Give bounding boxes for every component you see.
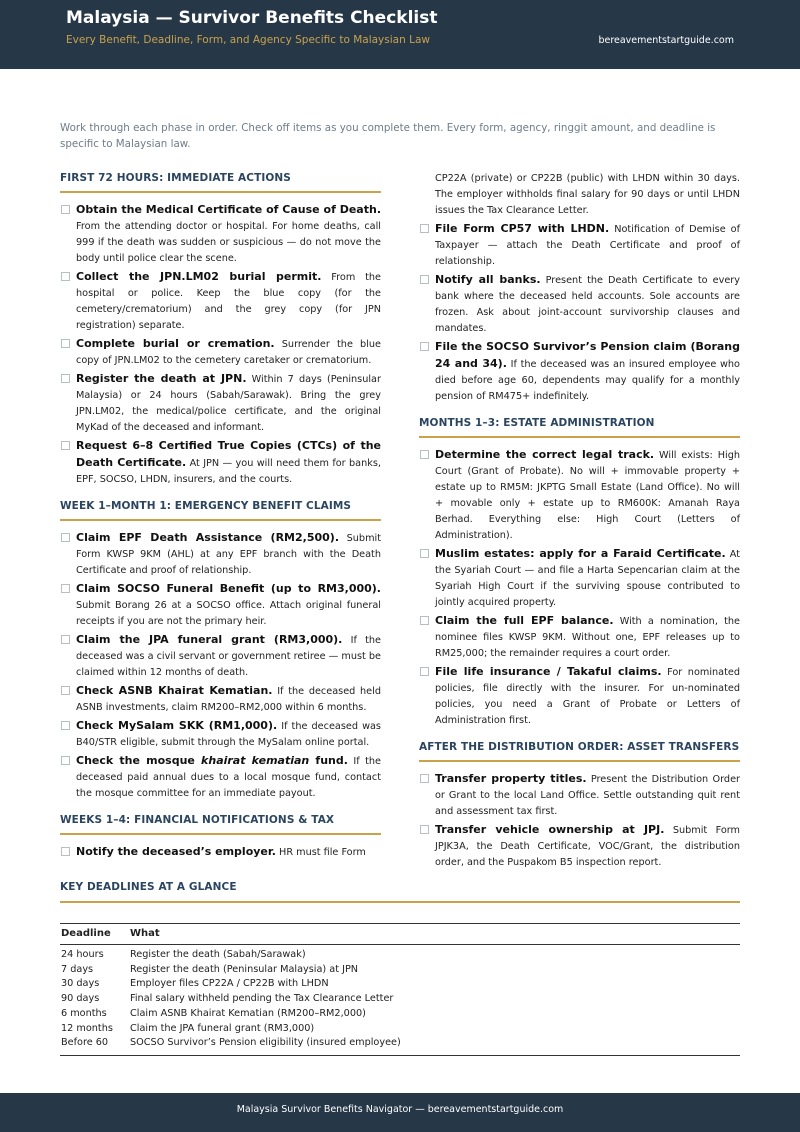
item-body: If the deceased was a civil servant or government retiree — must be claimed within 12 months of death. xyxy=(76,635,381,678)
what-cell: Final salary withheld pending the Tax Clearance Letter xyxy=(130,993,394,1005)
checklist-item xyxy=(60,336,381,369)
checkbox[interactable] xyxy=(61,635,70,644)
checkbox[interactable] xyxy=(61,533,70,542)
checklist-item xyxy=(60,753,381,802)
checklist-item xyxy=(419,221,740,270)
item-title: Check MySalam SKK (RM1,000). xyxy=(76,719,278,732)
section-title: MONTHS 1–3: ESTATE ADMINISTRATION xyxy=(419,416,740,438)
footer-text: Malaysia Survivor Benefits Navigator — bereavementstartguide.com xyxy=(236,1104,564,1115)
checkbox[interactable] xyxy=(420,224,429,233)
item-body: Present the Distribution Order or Grant to the local Land Office. Settle outstanding quit rent and assessment tax first. xyxy=(435,774,741,817)
table-row xyxy=(60,992,740,1007)
item-body: Within 7 days (Peninsular Malaysia) or 24 hours (Sabah/Sarawak). Bring the grey JPN.LM02, the medical/police certificate, and the original MyKad of the deceased and informant. xyxy=(76,374,381,433)
item-body: With a nomination, the nominee files KWSP 9KM. Without one, EPF releases up to RM25,000; the remainder requires a court order. xyxy=(435,616,740,659)
item-title: Register the death at JPN. xyxy=(76,372,247,385)
page-title: Malaysia — Survivor Benefits Checklist xyxy=(66,8,438,28)
item-title: Notify the deceased’s employer. xyxy=(76,845,276,858)
checkbox[interactable] xyxy=(61,339,70,348)
item-title-emphasis: khairat kematian xyxy=(201,754,310,767)
checklist-item xyxy=(60,581,381,630)
item-body: At JPN — you will need them for banks, EPF, SOCSO, LHDN, insurers, and the courts. xyxy=(76,458,381,485)
checkbox[interactable] xyxy=(420,275,429,284)
item-title-part: fund. xyxy=(309,754,348,767)
table-row xyxy=(60,945,740,963)
deadlines-table xyxy=(60,923,740,1056)
checkbox[interactable] xyxy=(420,549,429,558)
item-body: If the deceased paid annual dues to a local mosque fund, contact the mosque committee for an immediate payout. xyxy=(76,756,381,799)
item-title: Obtain the Medical Certificate of Cause of Death. xyxy=(76,203,381,216)
table-row xyxy=(60,1007,740,1022)
key-deadlines xyxy=(60,880,740,1056)
item-title: Claim EPF Death Assistance (RM2,500). xyxy=(76,531,339,544)
checkbox[interactable] xyxy=(420,667,429,676)
item-title: File Form CP57 with LHDN. xyxy=(435,222,610,235)
checkbox[interactable] xyxy=(61,584,70,593)
checkbox[interactable] xyxy=(61,847,70,856)
item-title: Request 6–8 Certified True Copies (CTCs) of the Death Certificate. xyxy=(76,439,381,469)
checklist-item xyxy=(419,664,740,729)
checklist-item xyxy=(60,718,381,751)
item-body: Will exists: High Court (Grant of Probate). No will + immovable property + estate up to RM5M: JKPTG Small Estate (Land Office). No will + movable only + estate up to RM600K: Amanah Raya Berhad. Everything else: High Court (Letters of Administration). xyxy=(435,450,740,541)
section-title: WEEK 1–MONTH 1: EMERGENCY BENEFIT CLAIMS xyxy=(60,499,381,521)
item-body: Notification of Demise of Taxpayer — attach the Death Certificate and proof of relationship. xyxy=(435,224,740,267)
section-title: KEY DEADLINES AT A GLANCE xyxy=(60,880,740,903)
item-body: From the attending doctor or hospital. For home deaths, call 999 if the death was sudden or suspicious — do not move the body until police clear the scene. xyxy=(76,221,381,264)
item-body: Submit Borang 26 at a SOCSO office. Attach original funeral receipts if you are not the primary heir. xyxy=(76,600,381,627)
checkbox[interactable] xyxy=(61,686,70,695)
item-title: File life insurance / Takaful claims. xyxy=(435,665,662,678)
column-header: Deadline xyxy=(60,924,129,945)
item-title: Muslim estates: apply for a Faraid Certificate. xyxy=(435,547,726,560)
section-title: WEEKS 1–4: FINANCIAL NOTIFICATIONS & TAX xyxy=(60,813,381,835)
page-footer xyxy=(0,1093,800,1132)
checkbox[interactable] xyxy=(61,441,70,450)
item-title: File the SOCSO Survivor’s Pension claim (Borang 24 and 34). xyxy=(435,340,740,370)
what-cell: Claim the JPA funeral grant (RM3,000) xyxy=(130,1022,315,1034)
item-title: Claim the JPA funeral grant (RM3,000). xyxy=(76,633,343,646)
deadline-cell: Before 60 xyxy=(61,1037,109,1049)
checkbox[interactable] xyxy=(61,721,70,730)
item-body: HR must file Form xyxy=(279,847,366,858)
section-title: AFTER THE DISTRIBUTION ORDER: ASSET TRANSFERS xyxy=(419,740,740,762)
item-title: Complete burial or cremation. xyxy=(76,337,275,350)
checklist-item xyxy=(60,632,381,681)
what-cell: Register the death (Sabah/Sarawak) xyxy=(130,949,306,960)
checkbox[interactable] xyxy=(420,616,429,625)
checklist-item xyxy=(419,339,740,405)
checkbox[interactable] xyxy=(420,825,429,834)
item-title: Claim the full EPF balance. xyxy=(435,614,614,627)
table-row xyxy=(60,963,740,978)
what-cell: Employer files CP22A / CP22B with LHDN xyxy=(130,978,329,990)
deadline-cell: 6 months xyxy=(61,1007,107,1019)
checkbox[interactable] xyxy=(61,272,70,281)
item-body: From the hospital or police. Keep the blue copy (for the cemetery/crematorium) and the grey copy (for JPN registration) separate. xyxy=(76,272,381,331)
checklist-item xyxy=(60,371,381,436)
item-title: Determine the correct legal track. xyxy=(435,448,655,461)
checkbox[interactable] xyxy=(61,374,70,383)
checklist-item xyxy=(60,269,381,334)
page-subtitle: Every Benefit, Deadline, Form, and Agency Specific to Malaysian Law xyxy=(66,34,430,46)
checklist-item xyxy=(419,447,740,544)
what-cell: Claim ASNB Khairat Kematian (RM200–RM2,000) xyxy=(130,1007,366,1019)
checkbox[interactable] xyxy=(420,774,429,783)
checklist-item xyxy=(60,683,381,716)
item-body: At the Syariah Court — and file a Harta Sepencarian claim at the Syariah High Court if the surviving spouse contributed to jointly acquired property. xyxy=(435,549,740,608)
item-body: Surrender the blue copy of JPN.LM02 to the cemetery caretaker or crematorium. xyxy=(76,339,381,366)
item-body-continued: CP22A (private) or CP22B (public) with LHDN within 30 days. The employer withholds final salary for 90 days or until LHDN issues the Tax Clearance Letter. xyxy=(435,173,740,216)
item-body: Submit Form KWSP 9KM (AHL) at any EPF branch with the Death Certificate and proof of relationship. xyxy=(76,533,381,576)
checklist-item xyxy=(419,613,740,662)
checkbox[interactable] xyxy=(61,756,70,765)
column-header: What xyxy=(129,924,740,945)
checklist-item xyxy=(60,530,381,579)
checklist-item xyxy=(419,546,740,611)
deadline-cell: 30 days xyxy=(61,978,100,990)
table-row xyxy=(60,1022,740,1037)
site-name: bereavementstartguide.com xyxy=(598,35,734,46)
checkbox[interactable] xyxy=(61,205,70,214)
item-title: Notify all banks. xyxy=(435,273,541,286)
section-title: FIRST 72 HOURS: IMMEDIATE ACTIONS xyxy=(60,171,381,193)
item-title-part: Check the mosque xyxy=(76,754,202,767)
checklist-item xyxy=(60,844,381,861)
what-cell: SOCSO Survivor’s Pension eligibility (insured employee) xyxy=(130,1037,401,1049)
item-body: For nominated policies, file directly with the insurer. For un-nominated policies, you need a Grant of Probate or Letters of Administration first. xyxy=(435,667,740,726)
checkbox[interactable] xyxy=(420,450,429,459)
what-cell: Register the death (Peninsular Malaysia) at JPN xyxy=(130,963,359,975)
item-title: Check ASNB Khairat Kematian. xyxy=(76,684,273,697)
item-title xyxy=(76,754,348,767)
checklist-item xyxy=(419,771,740,820)
item-title: Collect the JPN.LM02 burial permit. xyxy=(76,270,322,283)
item-title: Claim SOCSO Funeral Benefit (up to RM3,000). xyxy=(76,582,381,595)
item-body: Submit Form JPJK3A, the Death Certificate, VOC/Grant, the distribution order, and the Puspakom B5 inspection report. xyxy=(435,825,740,868)
page-header xyxy=(0,0,800,69)
table-row xyxy=(60,977,740,992)
item-body: Present the Death Certificate to every bank where the deceased held accounts. Sole accounts are frozen. Ask about joint-account survivorship clauses and mandates. xyxy=(435,275,740,334)
item-body: If the deceased was an insured employee who died before age 60, dependents may qualify for a monthly pension of RM475+ indefinitely. xyxy=(435,359,740,402)
checklist-item xyxy=(419,822,740,871)
item-title: Transfer vehicle ownership at JPJ. xyxy=(435,823,665,836)
deadline-cell: 12 months xyxy=(61,1022,113,1034)
checklist-item xyxy=(419,272,740,337)
item-body: If the deceased held ASNB investments, claim RM200–RM2,000 within 6 months. xyxy=(76,686,381,713)
checklist-item xyxy=(60,202,381,267)
item-body: If the deceased was B40/STR eligible, submit through the MySalam online portal. xyxy=(76,721,381,748)
table-header-row xyxy=(60,924,740,945)
deadline-cell: 24 hours xyxy=(61,949,104,960)
right-column xyxy=(419,171,740,873)
intro-text: Work through each phase in order. Check off items as you complete them. Every form, agency, ringgit amount, and deadline is specific to Malaysian law. xyxy=(60,122,716,150)
table-row xyxy=(60,1036,740,1055)
left-column xyxy=(60,171,381,863)
deadline-cell: 90 days xyxy=(61,993,100,1005)
checkbox[interactable] xyxy=(420,342,429,351)
item-title: Transfer property titles. xyxy=(435,772,587,785)
deadline-cell: 7 days xyxy=(61,963,94,975)
checklist-item xyxy=(60,438,381,488)
